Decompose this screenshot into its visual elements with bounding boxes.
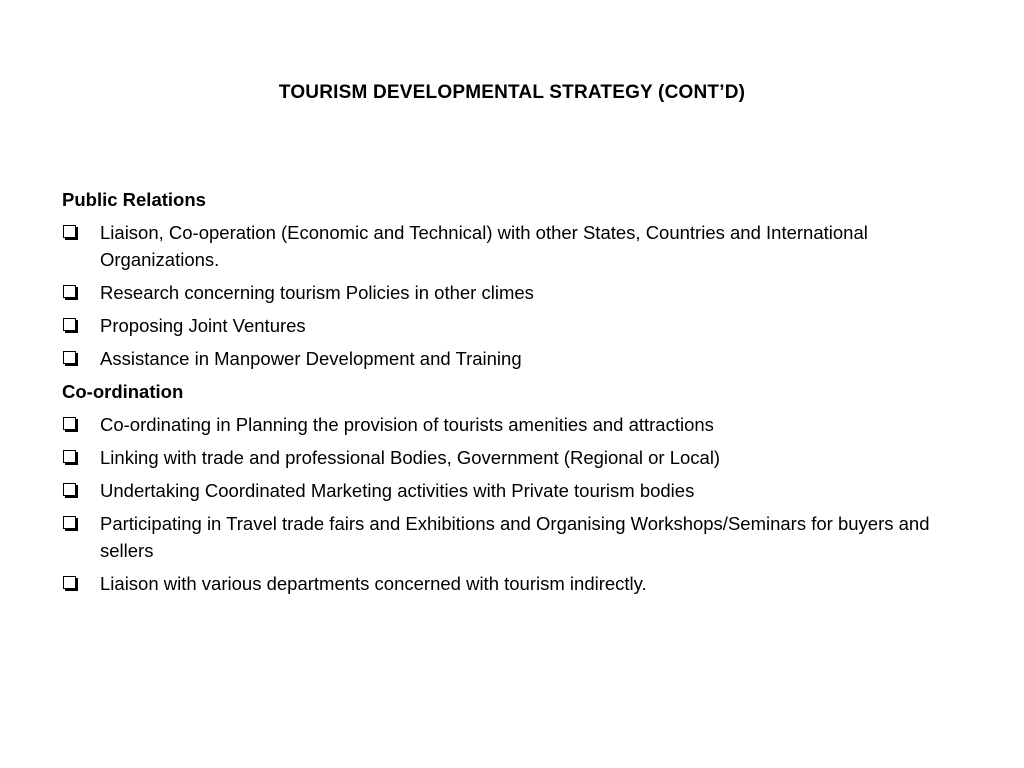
list-item-text: Liaison with various departments concerned with tourism indirectly. xyxy=(100,573,647,594)
checkbox-square-icon xyxy=(63,417,76,430)
list-item xyxy=(62,570,972,597)
list-item xyxy=(62,279,972,306)
list-item xyxy=(62,411,972,438)
list-item-text: Research concerning tourism Policies in other climes xyxy=(100,282,534,303)
checkbox-square-icon xyxy=(63,516,76,529)
checkbox-square-icon xyxy=(63,483,76,496)
list-item-text: Liaison, Co-operation (Economic and Technical) with other States, Countries and International Organizations. xyxy=(100,222,868,270)
list-item-text: Linking with trade and professional Bodies, Government (Regional or Local) xyxy=(100,447,721,468)
slide-title: TOURISM DEVELOPMENTAL STRATEGY (CONT’D) xyxy=(278,82,746,103)
checkbox-square-icon xyxy=(63,318,76,331)
list-item xyxy=(62,477,972,504)
bullet-list xyxy=(62,411,972,597)
checkbox-square-icon xyxy=(63,576,76,589)
section-heading: Co-ordination xyxy=(62,381,184,402)
section-heading: Public Relations xyxy=(62,189,206,210)
list-item-text: Assistance in Manpower Development and Training xyxy=(100,348,522,369)
checkbox-square-icon xyxy=(63,225,76,238)
list-item xyxy=(62,345,972,372)
list-item-text: Proposing Joint Ventures xyxy=(100,315,306,336)
slide-content xyxy=(62,186,972,603)
section-public-relations xyxy=(62,186,972,372)
checkbox-square-icon xyxy=(63,351,76,364)
list-item-text: Co-ordinating in Planning the provision of tourists amenities and attractions xyxy=(100,414,714,435)
section-co-ordination xyxy=(62,378,972,597)
list-item xyxy=(62,219,972,273)
list-item-text: Undertaking Coordinated Marketing activities with Private tourism bodies xyxy=(100,480,695,501)
list-item xyxy=(62,312,972,339)
list-item-text: Participating in Travel trade fairs and Exhibitions and Organising Workshops/Seminars for buyers and sellers xyxy=(100,513,930,561)
bullet-list xyxy=(62,219,972,372)
list-item xyxy=(62,444,972,471)
checkbox-square-icon xyxy=(63,285,76,298)
list-item xyxy=(62,510,972,564)
checkbox-square-icon xyxy=(63,450,76,463)
